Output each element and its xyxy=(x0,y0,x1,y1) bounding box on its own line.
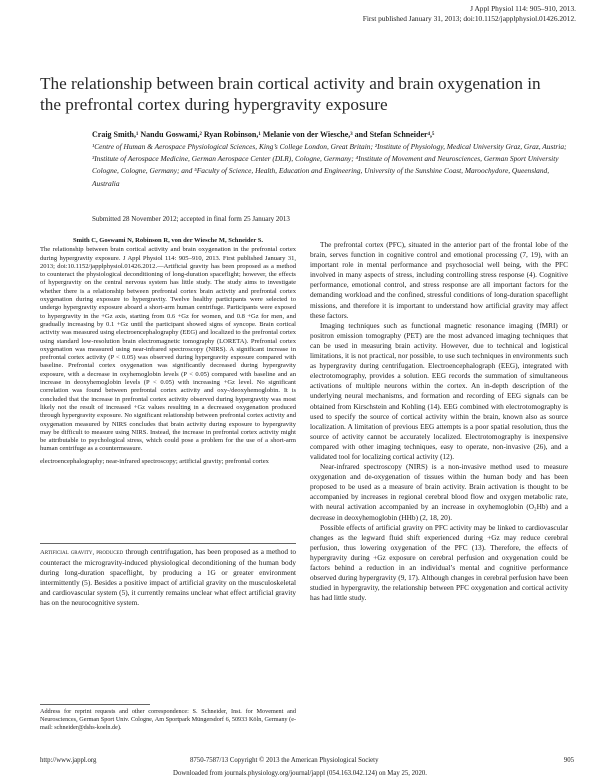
paragraph: The prefrontal cortex (PFC), situated in the anterior part of the frontal lobe of the brain, serves function in cognitive control and emotional processing (7, 19), with an important role in mental performance and psychosocial well being, with the PFC involved in many aspects of stress, including controlling stress response (4). Cognitive performance, emotional control, and stress response are all important factors for the demanding workload and the confined, stressful conditions of long-duration spaceflight missions, and therefore it is important to understand how artificial gravity may affect these factors. xyxy=(310,240,568,320)
keywords: electroencephalography; near-infrared spectroscopy; artificial gravity; prefrontal cortex xyxy=(40,457,269,465)
submission-dates: Submitted 28 November 2012; accepted in final form 25 January 2013 xyxy=(92,215,290,223)
paragraph: Near-infrared spectroscopy (NIRS) is a non-invasive method used to measure oxygenation and de-oxygenation of tissues within the human body and has been proposed to be used as a measure of brain activity. Brain activation is thought to be accompanied by increases in regional cerebral blood flow and oxygen metabolic rate, with neural activation accompanied by an increase in oxyhemoglobin (O₂Hb) and a decrease in deoxyhemoglobin (HHb) (2, 18, 20). xyxy=(310,462,568,522)
issn-copyright: 8750-7587/13 Copyright © 2013 the American Physiological Society xyxy=(190,757,379,764)
abstract-body: The relationship between brain cortical activity and brain oxygenation in the prefrontal cortex during hypergravity exposure. J Appl Physiol 114: 905–910, 2013. First published January 31, 2013; doi:10.1152/japplphysiol.01426.2012.—Artificial gravity has been proposed as a method to counteract the physiological deconditioning of long-duration spaceflight; however, the effects of hypergravity on the central nervous system has little study. The study aims to investigate whether there is a relationship between prefrontal cortex brain activity and prefrontal cortex oxygenation during exposure to hypergravity. Twelve healthy participants were selected to undergo hypergravity exposure aboard a short-arm human centrifuge. Participants were exposed to hypergravity in the +Gz axis, starting from 0.6 +Gz for women, and 0.8 +Gz for men, and gradually increasing by 0.1 +Gz until the participant showed signs of syncope. Brain cortical activity was measured using electroencephalography (EEG) and localized to the prefrontal cortex using standard low-resolution brain electromagnetic tomography (LORETA). Prefrontal cortex oxygenation was measured using near-infrared spectroscopy (NIRS). A significant increase in prefrontal cortex activity (P < 0.05) was observed during hypergravity exposure compared with baseline. Prefrontal cortex oxygenation was significantly decreased during hypergravity exposure, with a decrease in oxyhemoglobin levels (P < 0.05) compared with baseline and an increase in deoxyhemoglobin levels (P < 0.05) with increasing +Gz level. No significant correlation was found between prefrontal cortex activity and oxy-/deoxyhemoglobin. It is concluded that the increase in prefrontal cortex activity observed during hypergravity was most likely not the result of increased +Gz values resulting in a decreased oxygenation produced through hypergravity exposure. No significant relationship between prefrontal cortex activity and oxygenation measured by NIRS concludes that brain activity during exposure to hypergravity may be difficult to measure using NIRS. Instead, the increase in prefrontal cortex activity might be attributable to psychological stress, which could pose a problem for the use of a short-arm human centrifuge as a countermeasure. xyxy=(40,246,296,453)
correspondence-address: Address for reprint requests and other correspondence: S. Schneider, Inst. for Movement and Neurosciences, German Sport Univ. Cologne, Am Sportpark Müngersdorf 6, 50933 Köln, Germany (e-mail: schneider@dshs-koeln.de). xyxy=(40,708,296,731)
author-list: Craig Smith,¹ Nandu Goswami,² Ryan Robinson,¹ Melanie von der Wiesche,³ and Stefan Schneider⁴,⁵ xyxy=(92,130,435,139)
download-note: Downloaded from journals.physiology.org/journal/jappl (054.163.042.124) on May 25, 2020. xyxy=(173,770,427,777)
abstract-heading: Smith C, Goswami N, Robinson R, von der Wiesche M, Schneider S. xyxy=(72,237,264,244)
paragraph: Possible effects of artificial gravity on PFC activity may be linked to cardiovascular changes as the legward fluid shift experienced during +Gz may reduce cerebral perfusion, thus lowering oxygenation of the PFC (13). Therefore, the effects of hypergravity during +Gz exposure on cerebral perfusion and oxygenation could be factors behind a reduction in an individual’s mental and cognitive performance observed during hypergravity (9, 17). Although changes in cerebral perfusion have been studied in hypergravity, the relationship between PFC oxygenation and cortical activity has had little study. xyxy=(310,522,568,603)
right-column xyxy=(310,240,568,755)
footnote-divider xyxy=(40,704,150,705)
first-published-line: First published January 31, 2013; doi:10.1152/japplphysiol.01426.2012. xyxy=(362,14,576,23)
page-number: 905 xyxy=(563,757,574,764)
journal-website: http://www.jappl.org xyxy=(40,757,97,764)
affiliations: ¹Centre of Human & Aerospace Physiological Sciences, King’s College London, Great Britain; ²Institute of Physiology, Medical University Graz, Graz, Austria; ³Institute of Aerospace Medicine, German Aerospace Center (DLR), Cologne, Germany; ⁴Institute of Movement and Neurosciences, German Sport University Cologne, Cologne, Germany; and ⁵Faculty of Science, Health, Education and Engineering, University of the Sunshine Coast, Maroochydore, Queensland, Australia xyxy=(92,142,567,188)
abstract-divider xyxy=(40,543,296,544)
intro-runin: Artificial gravity, produced xyxy=(40,549,124,556)
paragraph: Imaging techniques such as functional magnetic resonance imaging (fMRI) or positron emission tomography (PET) are the most advanced imaging techniques that can be used in measuring brain activity. However, due to technical and logistical limitations, it is not practical, nor possible, to use such techniques in environments such as hypergravity during centrifugation. Electroencephalograph (EEG), integrated with electrotomography, provides a solution. EEG records the summation of simultaneous activations of multiple neurons within the cortex. An in-depth description of the underlying neural mechanisms, and formation and recording of EEG signals can be obtained from Kirschstein and Kohling (14). EEG combined with electrotomography is used to specify the source of cortical activity within the brain, known also as source localization. A limitation of previous EEG attempts is a poor spatial resolution, thus the source of activity cannot be accurately localized. Electrotomography is inexpensive compared with other imaging techniques, easy to operate, non-invasive (26), and a validated tool for localizing cortical activity (12). xyxy=(310,320,568,461)
intro-text: through centrifugation, has been proposed as a method to counteract the microgravity-induced physiological deconditioning of the human body during long-duration spaceflight, by producing a 1G or greater environment intermittently (5). Besides a positive impact of artificial gravity on the musculoskeletal and cardiovascular system (5), it currently remains unclear what effect artificial gravity has on the neurocognitive system. xyxy=(40,547,296,608)
article-title: The relationship between brain cortical activity and brain oxygenation in the prefrontal cortex during hypergravity exposure xyxy=(40,74,541,114)
intro-left-column xyxy=(40,547,296,672)
journal-reference: J Appl Physiol 114: 905–910, 2013. xyxy=(470,4,576,13)
